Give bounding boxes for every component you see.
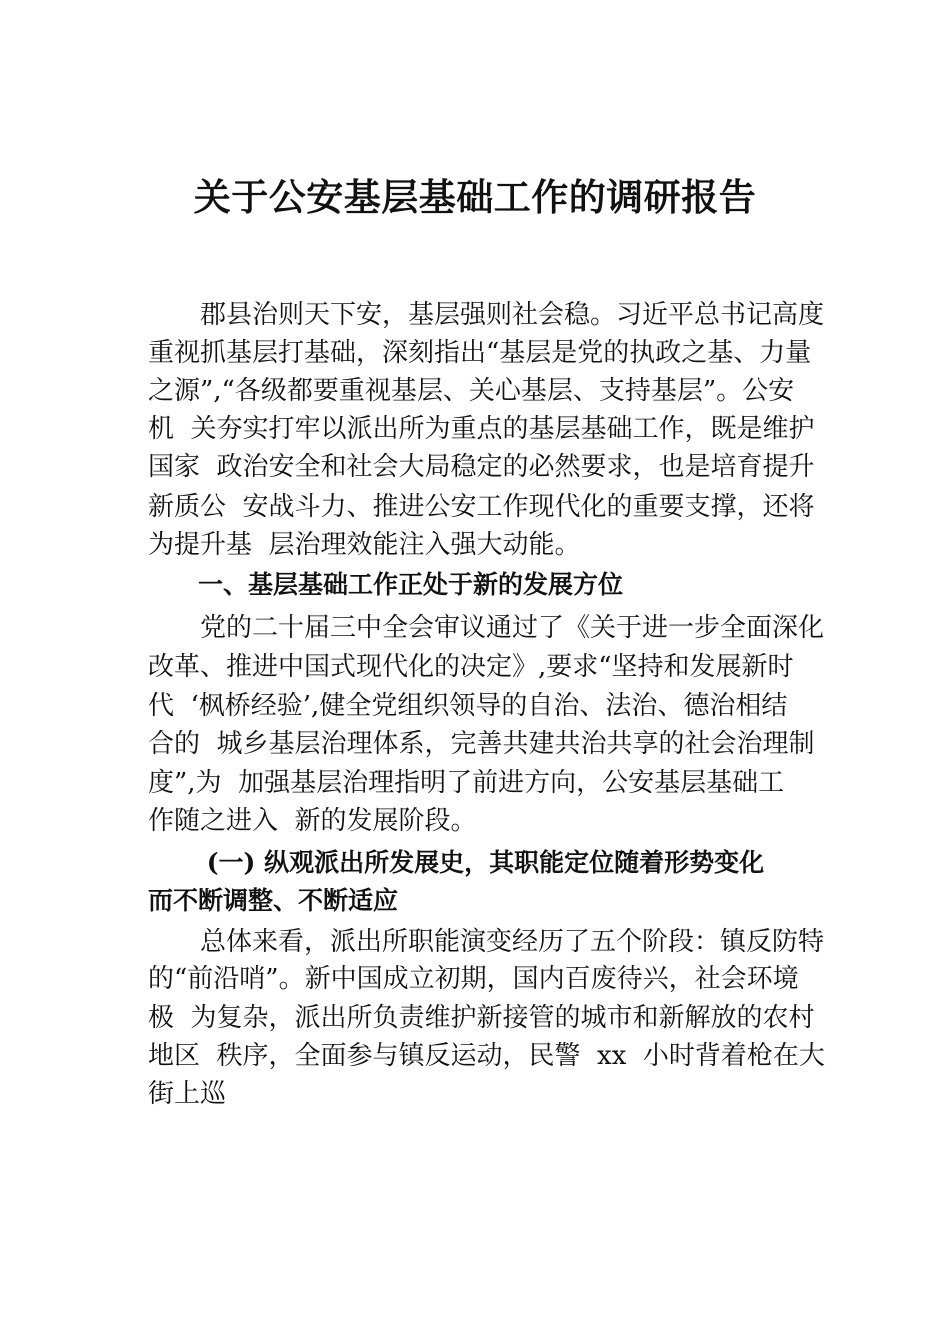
paragraph-line: 代 ‘枫桥经验’,健全党组织领导的自治、法治、德治相结 xyxy=(148,691,788,721)
paragraph-line: 作随之进入 新的发展阶段。 xyxy=(148,806,477,836)
document-title: 关于公安基层基础工作的调研报告 xyxy=(193,176,757,219)
paragraph-line: 郡县治则天下安，基层强则社会稳。习近平总书记高度 xyxy=(148,300,825,330)
paragraph-line: 总体来看，派出所职能演变经历了五个阶段：镇反防特 xyxy=(148,927,825,957)
paragraph-line: 合的 城乡基层治理体系，完善共建共治共享的社会治理制 xyxy=(148,729,815,759)
paragraph-line: 度”,为 加强基层治理指明了前进方向，公安基层基础工 xyxy=(148,768,785,798)
paragraph-line: 之源”,“各级都要重视基层、关心基层、支持基层”。公安 xyxy=(148,376,795,406)
paragraph-line: 改革、推进中国式现代化的决定》,要求“坚持和发展新时 xyxy=(148,652,794,682)
paragraph-line: 机 关夯实打牢以派出所为重点的基层基础工作，既是维护 xyxy=(148,414,815,444)
paragraph-line: 新质公 安战斗力、推进公安工作现代化的重要支撑，还将 xyxy=(148,492,815,522)
subsection-heading: 而不断调整、不断适应 xyxy=(148,886,399,915)
paragraph-line: 极 为复杂，派出所负责维护新接管的城市和新解放的农村 xyxy=(148,1003,815,1033)
subsection-heading: (一) 纵观派出所发展史，其职能定位随着形势变化 xyxy=(148,848,765,877)
section-heading: 一、基层基础工作正处于新的发展方位 xyxy=(148,570,624,599)
paragraph-line: 国家 政治安全和社会大局稳定的必然要求，也是培育提升 xyxy=(148,452,815,482)
paragraph-line: 的“前沿哨”。新中国成立初期，国内百废待兴，社会环境 xyxy=(148,964,799,994)
paragraph-line: 为提升基 层治理效能注入强大动能。 xyxy=(148,530,581,560)
paragraph-line: 党的二十届三中全会审议通过了《关于进一步全面深化 xyxy=(148,613,825,643)
paragraph-line: 地区 秩序，全面参与镇反运动，民警 xx 小时背着枪在大 xyxy=(148,1041,825,1071)
paragraph-line: 街上巡 xyxy=(148,1079,227,1109)
paragraph-line: 重视抓基层打基础，深刻指出“基层是党的执政之基、力量 xyxy=(148,338,812,368)
